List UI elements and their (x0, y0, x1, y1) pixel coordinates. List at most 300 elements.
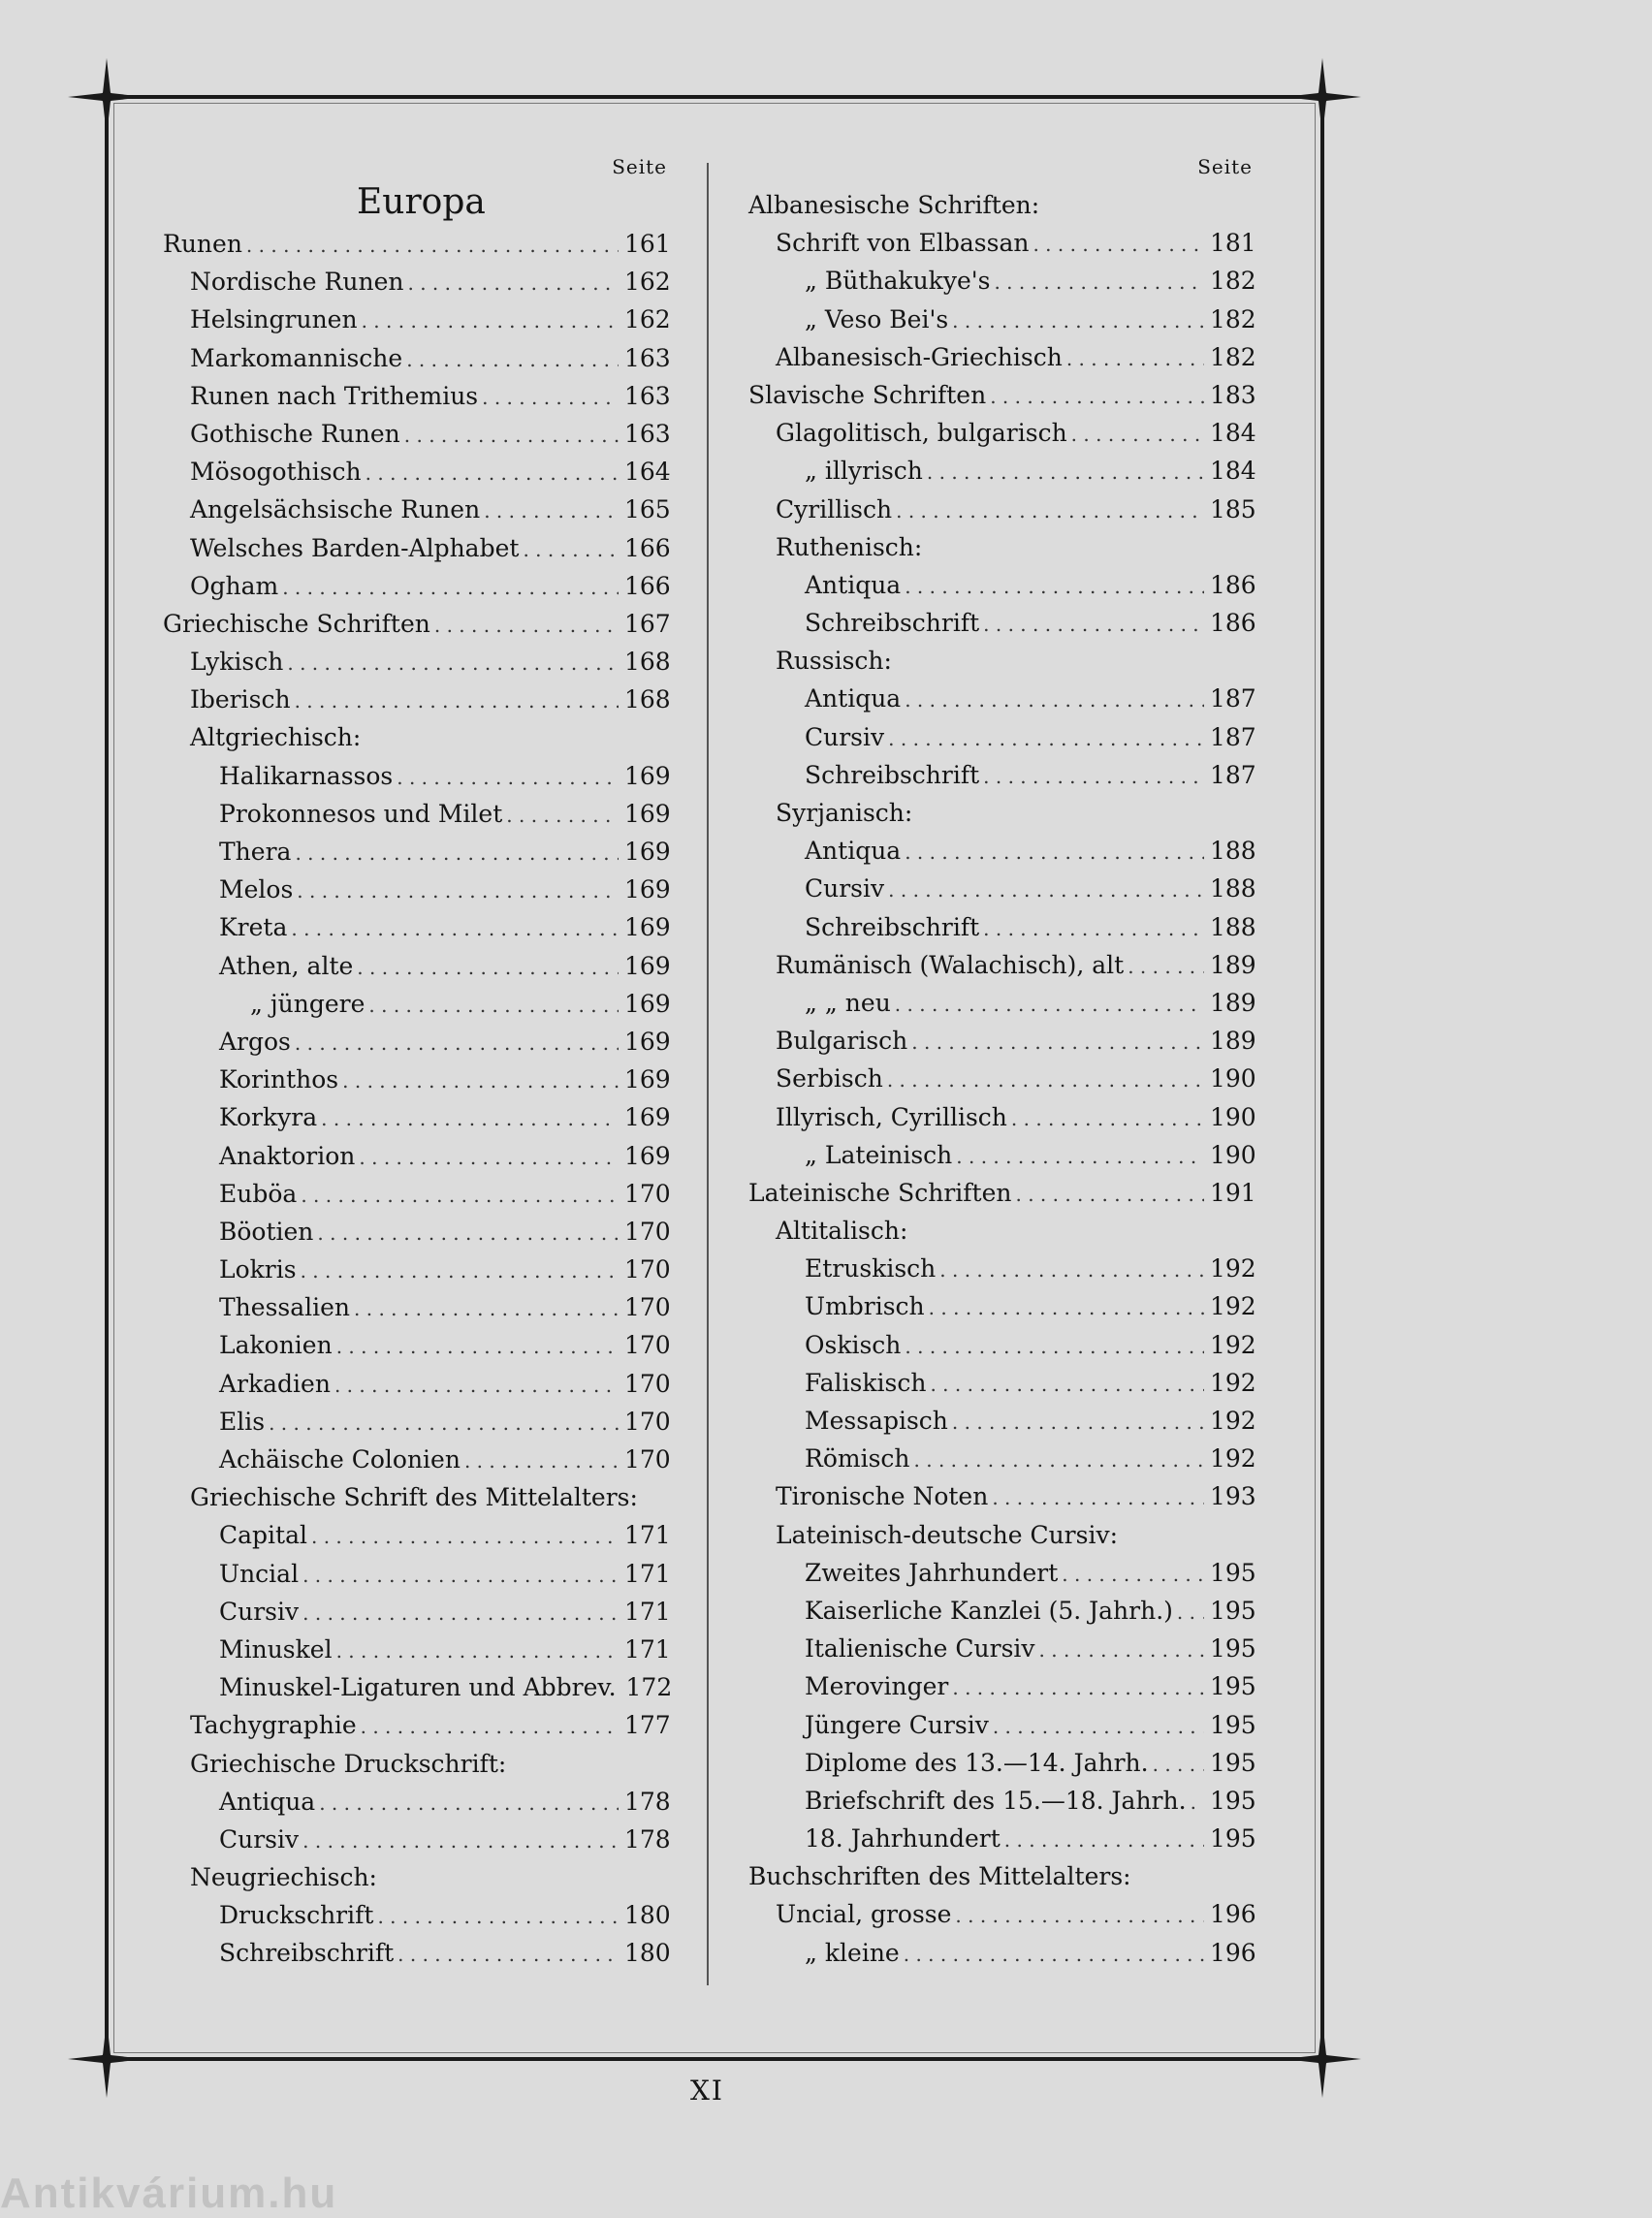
dot-leader (1177, 1594, 1204, 1632)
toc-entry-label: Umbrisch (805, 1292, 925, 1321)
toc-entry-label: Schrift von Elbassan (776, 229, 1030, 258)
toc-row (748, 1098, 1256, 1136)
toc-row (163, 1896, 671, 1934)
toc-entry-label: Korkyra (219, 1103, 318, 1132)
toc-row (748, 1554, 1256, 1592)
toc-row (748, 642, 1253, 680)
toc-entry-label: Prokonnesos und Milet (219, 799, 503, 828)
toc-entry-label: Minuskel-Ligaturen und Abbrev. (219, 1673, 617, 1702)
toc-entry-label: Böotien (219, 1217, 314, 1246)
toc-entry-label: Glagolitisch, bulgarisch (776, 419, 1067, 448)
toc-row (748, 414, 1256, 452)
toc-entry-page: 192 (1210, 1407, 1256, 1435)
dot-leader (927, 454, 1204, 491)
toc-entry-page: 190 (1210, 1140, 1256, 1169)
dot-leader (365, 455, 619, 492)
toc-entry-page: 171 (624, 1559, 671, 1588)
toc-entry-label: Griechische Schrift des Mittelalters: (190, 1483, 638, 1512)
toc-row (748, 262, 1256, 300)
toc-row (163, 567, 671, 605)
dot-leader (1011, 1100, 1204, 1138)
dot-leader (1191, 1784, 1204, 1822)
toc-entry-page: 189 (1210, 988, 1256, 1017)
dot-leader (295, 835, 619, 872)
dot-leader (319, 1785, 619, 1822)
toc-entry-label: Welsches Barden-Alphabet (190, 533, 520, 562)
toc-entry-page: 169 (624, 1027, 671, 1056)
toc-entry-page: 195 (1210, 1596, 1256, 1625)
toc-row (163, 453, 671, 491)
dot-leader (1062, 1556, 1204, 1594)
dot-leader (1032, 226, 1204, 264)
toc-entry-page: 182 (1210, 342, 1256, 371)
dot-leader (990, 378, 1204, 416)
dot-leader (905, 834, 1204, 871)
toc-entry-label: Tachygraphie (190, 1711, 357, 1740)
toc-entry-page: 180 (624, 1939, 671, 1968)
toc-row (163, 415, 671, 453)
toc-entry-page: 169 (624, 838, 671, 866)
toc-row (748, 1630, 1256, 1667)
toc-entry-page: 190 (1210, 1064, 1256, 1093)
toc-entry-page: 163 (624, 419, 671, 448)
dot-leader (952, 1404, 1204, 1442)
toc-entry-page: 182 (1210, 267, 1256, 296)
toc-row (163, 1745, 667, 1783)
dot-leader (1153, 1746, 1204, 1784)
toc-entry-page: 163 (624, 343, 671, 372)
toc-row (748, 566, 1256, 604)
toc-entry-label: Albanesische Schriften: (748, 191, 1040, 219)
toc-entry-label: Faliskisch (805, 1368, 927, 1397)
toc-row (163, 529, 671, 567)
toc-entry-page: 181 (1210, 229, 1256, 258)
toc-entry-page: 184 (1210, 419, 1256, 448)
dot-leader (895, 986, 1204, 1024)
toc-entry-page: 171 (624, 1521, 671, 1550)
dot-leader (983, 910, 1204, 948)
toc-row (748, 870, 1256, 907)
toc-row (163, 1175, 671, 1213)
toc-row (748, 452, 1256, 490)
toc-row (163, 1137, 671, 1175)
dot-leader (482, 379, 619, 417)
toc-entry-label: Druckschrift (219, 1901, 374, 1930)
toc-entry-label: Thera (219, 838, 292, 866)
dot-leader (484, 492, 619, 530)
toc-entry-label: „ kleine (805, 1938, 900, 1967)
dot-leader (368, 987, 619, 1025)
toc-entry-label: Serbisch (776, 1064, 883, 1093)
dot-leader (361, 1708, 619, 1746)
dot-leader (952, 302, 1204, 340)
toc-entry-page: 178 (624, 1787, 671, 1816)
toc-entry-page: 163 (624, 381, 671, 410)
toc-row (748, 1744, 1256, 1782)
toc-row (748, 1857, 1253, 1895)
frame-inner-left (113, 103, 114, 2053)
toc-entry-page: 195 (1210, 1824, 1256, 1854)
dot-leader (1004, 1822, 1204, 1859)
toc-row (748, 1287, 1256, 1325)
toc-entry-page: 167 (624, 609, 671, 638)
dot-leader (994, 264, 1204, 301)
toc-entry-label: Zweites Jahrhundert (805, 1558, 1059, 1587)
toc-entry-page: 166 (624, 571, 671, 600)
toc-row (748, 1820, 1256, 1857)
seite-header-right: Seite (1197, 155, 1253, 178)
toc-entry-label: Cursiv (219, 1597, 300, 1626)
toc-entry-label: Diplome des 13.—14. Jahrh. (805, 1748, 1149, 1777)
toc-row (163, 718, 667, 756)
dot-leader (302, 1822, 619, 1860)
toc-row (163, 643, 671, 681)
toc-entry-label: Schreibschrift (805, 912, 980, 941)
dot-leader (362, 302, 619, 340)
toc-entry-label: Schreibschrift (219, 1939, 395, 1968)
toc-row (748, 491, 1256, 528)
toc-entry-page: 168 (624, 685, 671, 714)
toc-row (163, 1326, 671, 1364)
toc-row (163, 225, 671, 263)
dot-leader (295, 682, 619, 720)
toc-row (163, 1061, 671, 1098)
toc-entry-page: 188 (1210, 912, 1256, 941)
toc-entry-label: Albanesisch-Griechisch (776, 342, 1063, 371)
toc-row (748, 1440, 1256, 1477)
toc-entry-page: 182 (1210, 304, 1256, 333)
toc-entry-page: 184 (1210, 457, 1256, 486)
dot-leader (905, 1328, 1204, 1366)
toc-row (163, 377, 671, 415)
toc-row (163, 908, 671, 946)
toc-entry-label: Iberisch (190, 685, 291, 714)
dot-leader (406, 341, 619, 379)
toc-row (163, 1365, 671, 1403)
dot-leader (1039, 1632, 1204, 1669)
frame-inner-top (114, 103, 1315, 104)
toc-entry-label: Buchschriften des Mittelalters: (748, 1862, 1131, 1891)
toc-entry-label: „ Büthakukye's (805, 267, 991, 296)
dot-leader (407, 265, 619, 302)
dot-leader (506, 797, 619, 835)
toc-entry-label: Lateinisch-deutsche Cursiv: (776, 1520, 1118, 1549)
toc-entry-label: Runen nach Trithemius (190, 381, 479, 410)
toc-row (748, 1782, 1256, 1820)
toc-row (163, 605, 671, 643)
dot-leader (1128, 948, 1204, 986)
frame-inner-bottom (114, 2052, 1315, 2053)
toc-row (163, 1631, 671, 1668)
dot-leader (397, 1936, 619, 1974)
dot-leader (914, 1442, 1204, 1479)
toc-row (748, 1060, 1256, 1097)
toc-row (163, 1213, 671, 1251)
toc-entry-label: „ „ neu (805, 988, 891, 1017)
toc-entry-label: Slavische Schriften (748, 380, 987, 409)
dot-leader (404, 417, 619, 455)
toc-entry-label: Oskisch (805, 1330, 902, 1359)
dot-leader (939, 1252, 1204, 1289)
toc-entry-page: 162 (624, 305, 671, 334)
toc-entry-label: Elis (219, 1407, 266, 1436)
toc-entry-page: 185 (1210, 494, 1256, 523)
dot-leader (952, 1669, 1204, 1707)
toc-row (748, 718, 1256, 756)
toc-entry-label: Lakonien (219, 1331, 333, 1360)
toc-row (163, 1858, 667, 1896)
dot-leader (321, 1100, 619, 1138)
dot-leader (434, 607, 619, 645)
toc-row (748, 528, 1253, 566)
dot-leader (317, 1215, 619, 1252)
dot-leader (295, 1025, 619, 1062)
toc-entry-label: „ Lateinisch (805, 1140, 953, 1169)
toc-row (748, 1934, 1256, 1972)
toc-row (748, 1592, 1256, 1630)
column-divider (707, 163, 709, 1985)
dot-leader (955, 1897, 1204, 1935)
toc-entry-page: 166 (624, 533, 671, 562)
toc-entry-label: Nordische Runen (190, 268, 404, 297)
toc-entries-right (748, 186, 1256, 1972)
toc-row (748, 376, 1256, 414)
dot-leader (1015, 1176, 1204, 1214)
toc-row (748, 1250, 1256, 1287)
toc-entry-label: Rumänisch (Walachisch), alt (776, 950, 1125, 979)
toc-entry-label: Anaktorion (219, 1141, 356, 1170)
toc-entry-label: Markomannische (190, 343, 403, 372)
dot-leader (929, 1289, 1204, 1327)
toc-entry-label: Griechische Druckschrift: (190, 1749, 507, 1778)
toc-entry-page: 192 (1210, 1254, 1256, 1283)
toc-entry-page: 170 (624, 1217, 671, 1246)
dot-leader (905, 681, 1204, 719)
dot-leader (1066, 340, 1204, 378)
frame-top (105, 95, 1324, 99)
toc-row (748, 756, 1256, 794)
toc-entry-label: Capital (219, 1521, 307, 1550)
toc-row (748, 1895, 1256, 1933)
dot-leader (896, 492, 1204, 530)
toc-entry-label: 18. Jahrhundert (805, 1824, 1001, 1854)
toc-entry-page: 195 (1210, 1786, 1256, 1815)
toc-entry-label: Mösogothisch (190, 458, 362, 487)
toc-entry-page: 172 (625, 1673, 673, 1702)
toc-entry-label: Cyrillisch (776, 494, 893, 523)
toc-entry-page: 196 (1210, 1938, 1256, 1967)
toc-row (748, 1516, 1253, 1554)
toc-entry-label: Etruskisch (805, 1254, 937, 1283)
toc-row (163, 1555, 671, 1593)
section-title-europa: Europa (357, 182, 486, 222)
dot-leader (297, 872, 619, 910)
toc-entry-page: 195 (1210, 1710, 1256, 1739)
toc-entry-page: 169 (624, 1103, 671, 1132)
toc-row (748, 794, 1253, 832)
toc-entry-page: 180 (624, 1901, 671, 1930)
toc-entry-label: Antiqua (805, 684, 902, 713)
toc-row (748, 1402, 1256, 1440)
dot-leader (334, 1367, 619, 1405)
toc-entry-label: Thessalien (219, 1293, 351, 1322)
toc-row (163, 1668, 673, 1706)
frame-bottom (105, 2057, 1324, 2061)
dot-leader (464, 1442, 619, 1480)
toc-entry-page: 183 (1210, 380, 1256, 409)
toc-entry-page: 195 (1210, 1558, 1256, 1587)
toc-row (163, 1403, 671, 1441)
toc-entry-page: 191 (1210, 1178, 1256, 1207)
toc-entry-label: Cursiv (219, 1824, 300, 1854)
toc-entry-label: Achäische Colonien (219, 1445, 461, 1473)
toc-entry-page: 189 (1210, 950, 1256, 979)
toc-row (163, 263, 671, 301)
toc-entry-page: 189 (1210, 1027, 1256, 1056)
toc-row (748, 1667, 1256, 1705)
toc-entry-label: Illyrisch, Cyrillisch (776, 1102, 1007, 1131)
dot-leader (983, 758, 1204, 796)
toc-row (163, 871, 671, 908)
watermark-text: Antikvárium.hu (0, 2170, 338, 2217)
toc-entry-label: Uncial (219, 1559, 300, 1588)
toc-row (748, 604, 1256, 642)
toc-entry-page: 170 (624, 1293, 671, 1322)
toc-row (163, 681, 671, 718)
toc-row (748, 1174, 1256, 1212)
toc-entry-label: Kreta (219, 913, 288, 942)
toc-entry-label: Uncial, grosse (776, 1900, 952, 1929)
toc-entry-page: 187 (1210, 684, 1256, 713)
dot-leader (301, 1252, 619, 1290)
toc-entry-label: Tironische Noten (776, 1482, 989, 1511)
toc-row (163, 947, 671, 985)
corner-ornament-top-left-icon (68, 58, 145, 136)
toc-row (748, 908, 1256, 946)
toc-entry-page: 169 (624, 951, 671, 980)
frame-inner-right (1315, 103, 1316, 2053)
toc-entry-page: 192 (1210, 1444, 1256, 1473)
toc-entry-label: Lykisch (190, 648, 284, 677)
dot-leader (905, 568, 1204, 606)
toc-row (163, 1023, 671, 1061)
toc-row (163, 301, 671, 338)
dot-leader (397, 759, 619, 797)
toc-entry-label: Griechische Schriften (163, 609, 430, 638)
toc-entry-label: Altgriechisch: (190, 723, 362, 752)
dot-leader (911, 1024, 1204, 1061)
toc-entry-page: 169 (624, 913, 671, 942)
page-number: XI (690, 2075, 724, 2107)
toc-entry-page: 169 (624, 875, 671, 904)
toc-entry-page: 170 (624, 1407, 671, 1436)
toc-entry-label: Neugriechisch: (190, 1863, 377, 1892)
toc-entry-label: Syrjanisch: (776, 799, 913, 827)
toc-entry-page: 168 (624, 648, 671, 677)
dot-leader (282, 569, 619, 607)
toc-row (163, 1478, 667, 1516)
toc-entry-page: 192 (1210, 1368, 1256, 1397)
toc-row (748, 1326, 1256, 1364)
toc-entry-label: Merovinger (805, 1672, 949, 1701)
corner-ornament-bottom-right-icon (1284, 2020, 1361, 2098)
toc-entry-page: 170 (624, 1445, 671, 1473)
toc-row (748, 832, 1256, 870)
dot-leader (269, 1405, 619, 1442)
toc-row (163, 491, 671, 528)
toc-entry-page: 196 (1210, 1900, 1256, 1929)
toc-row (163, 1098, 671, 1136)
dot-leader (983, 606, 1204, 644)
toc-entry-page: 188 (1210, 837, 1256, 866)
toc-row (748, 186, 1253, 224)
toc-entry-label: Italienische Cursiv (805, 1634, 1035, 1664)
toc-row (748, 338, 1256, 376)
toc-row (163, 795, 671, 833)
toc-row (748, 1477, 1256, 1515)
toc-entry-page: 170 (624, 1255, 671, 1284)
toc-row (748, 1364, 1256, 1402)
toc-entry-label: Gothische Runen (190, 419, 400, 448)
dot-leader (930, 1366, 1204, 1404)
toc-entry-label: Euböa (219, 1179, 298, 1208)
toc-entry-page: 170 (624, 1331, 671, 1360)
toc-row (748, 984, 1256, 1022)
dot-leader (336, 1632, 619, 1670)
toc-entry-label: Antiqua (805, 837, 902, 866)
toc-entry-label: Halikarnassos (219, 761, 394, 790)
toc-entry-label: Altitalisch: (776, 1217, 908, 1246)
dot-leader (904, 1936, 1204, 1974)
toc-entry-page: 161 (624, 230, 671, 258)
toc-entry-label: Minuskel (219, 1634, 333, 1664)
toc-row (748, 1136, 1256, 1174)
toc-entry-page: 188 (1210, 874, 1256, 903)
frame-right (1320, 95, 1324, 2061)
toc-entry-label: Ogham (190, 571, 279, 600)
toc-entry-label: Messapisch (805, 1407, 948, 1435)
toc-row (748, 1706, 1256, 1744)
toc-entry-label: Lokris (219, 1255, 297, 1284)
toc-entry-label: Briefschrift des 15.—18. Jahrh. (805, 1786, 1187, 1815)
dot-leader (887, 1061, 1204, 1099)
toc-row (163, 1251, 671, 1288)
toc-entry-page: 195 (1210, 1672, 1256, 1701)
toc-entry-page: 171 (624, 1634, 671, 1664)
corner-ornament-top-right-icon (1284, 58, 1361, 136)
toc-entry-page: 170 (624, 1369, 671, 1398)
toc-entry-label: Antiqua (219, 1787, 316, 1816)
dot-leader (888, 871, 1204, 909)
toc-entry-label: Römisch (805, 1444, 910, 1473)
toc-entry-page: 190 (1210, 1102, 1256, 1131)
dot-leader (354, 1290, 619, 1328)
toc-entry-page: 178 (624, 1824, 671, 1854)
toc-entry-page: 187 (1210, 722, 1256, 751)
toc-entry-label: Runen (163, 230, 242, 258)
toc-entry-page: 187 (1210, 760, 1256, 789)
toc-entry-label: Melos (219, 875, 294, 904)
toc-row (163, 833, 671, 871)
toc-entry-label: Ruthenisch: (776, 532, 923, 561)
toc-row (163, 1706, 671, 1744)
dot-leader (311, 1518, 619, 1556)
toc-row (748, 680, 1256, 717)
dot-leader (523, 531, 619, 569)
dot-leader (336, 1328, 619, 1366)
toc-entry-page: 192 (1210, 1330, 1256, 1359)
toc-row (163, 1821, 671, 1858)
